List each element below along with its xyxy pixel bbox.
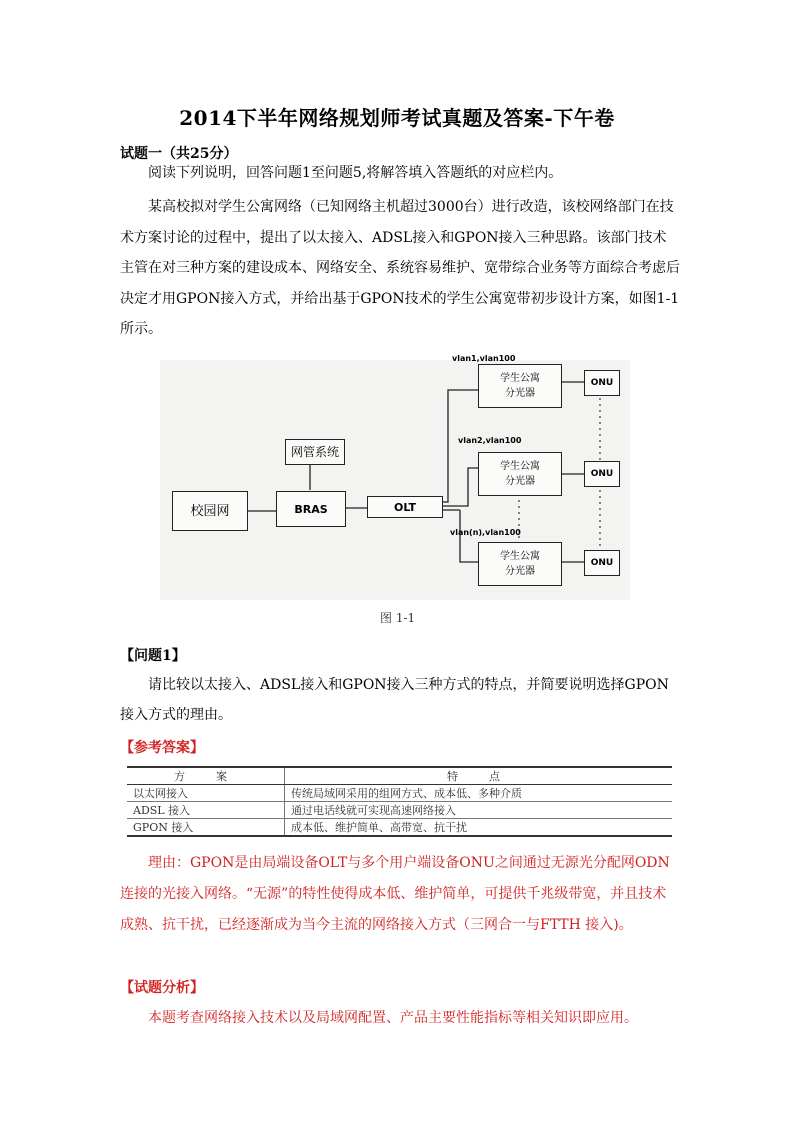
table-cell: GPON 接入 [127,819,285,837]
question1-text: 请比较以太接入、ADSL接入和GPON接入三种方式的特点，并简要说明选择GPON接入方式的理由。 [120,677,669,723]
table-cell: 成本低、维护简单、高带宽、抗干扰 [285,819,673,837]
section-heading: 试题一（共25分） [120,146,238,162]
onu-box-2: ONU [584,461,620,487]
table-header-cell: 特 点 [285,767,673,785]
splitter-label-line1: 学生公寓 [500,373,540,384]
answer-heading: 【参考答案】 [120,740,204,756]
splitter-label-line2: 分光器 [505,476,535,487]
table-row [127,802,672,819]
table-cell: 以太网接入 [127,785,285,802]
vlan-label-1: vlan1,vlan100 [452,354,516,363]
splitter-label-line2: 分光器 [505,566,535,577]
onu-box-3: ONU [584,550,620,576]
table-row [127,819,672,837]
intro-paragraph: 阅读下列说明，回答问题1至问题5,将解答填入答题纸的对应栏内。 [148,165,563,181]
table-row [127,785,672,802]
vlan-label-2: vlan2,vlan100 [458,436,522,445]
onu-box-1: ONU [584,370,620,396]
table-cell: 传统局域网采用的组网方式、成本低、多种介质 [285,785,673,802]
table-header-row [127,767,672,785]
splitter-label-line2: 分光器 [505,388,535,399]
bras-box: BRAS [276,491,346,527]
question1-heading: 【问题1】 [120,648,186,664]
comparison-table [127,766,672,837]
olt-box: OLT [367,496,443,518]
scenario-paragraph: 某高校拟对学生公寓网络（已知网络主机超过3000台）进行改造，该校网络部门在技术方案讨论的过程中，提出了以太接入、ADSL接入和GPON接入三种思路。该部门技术主管在对三种方案的建设成本、网络安全、系统容易维护、宽带综合业务等方面综合考虑后决定才用GPON接入方式，并给出基于GPON技术的学生公寓宽带初步设计方案，如图1-1所示。 [120,199,680,337]
page-title: 2014下半年网络规划师考试真题及答案-下午卷 [179,106,615,130]
nms-box: 网管系统 [285,439,345,465]
diagram-lines [160,350,640,630]
figure-caption: 图 1-1 [380,611,416,625]
analysis-text: 本题考查网络接入技术以及局域网配置、产品主要性能指标等相关知识即应用。 [148,1010,638,1026]
answer-reason: 理由：GPON是由局端设备OLT与多个用户端设备ONU之间通过无源光分配网ODN连接的光接入网络。“无源”的特性使得成本低、维护简单，可提供千兆级带宽，并且技术成熟、抗干扰，已经逐渐成为当今主流的网络接入方式（三网合一与FTTH 接入)。 [120,855,670,933]
network-diagram [160,350,640,630]
table-cell: ADSL 接入 [127,802,285,819]
table-cell: 通过电话线就可实现高速网络接入 [285,802,673,819]
splitter-box-3 [478,542,562,586]
vlan-label-3: vlan(n),vlan100 [450,528,521,537]
splitter-label-line1: 学生公寓 [500,461,540,472]
analysis-heading: 【试题分析】 [120,980,204,996]
campus-network-box: 校园网 [172,491,248,531]
table-header-cell: 方 案 [127,767,285,785]
splitter-label-line1: 学生公寓 [500,551,540,562]
splitter-box-1 [478,364,562,408]
splitter-box-2 [478,452,562,496]
